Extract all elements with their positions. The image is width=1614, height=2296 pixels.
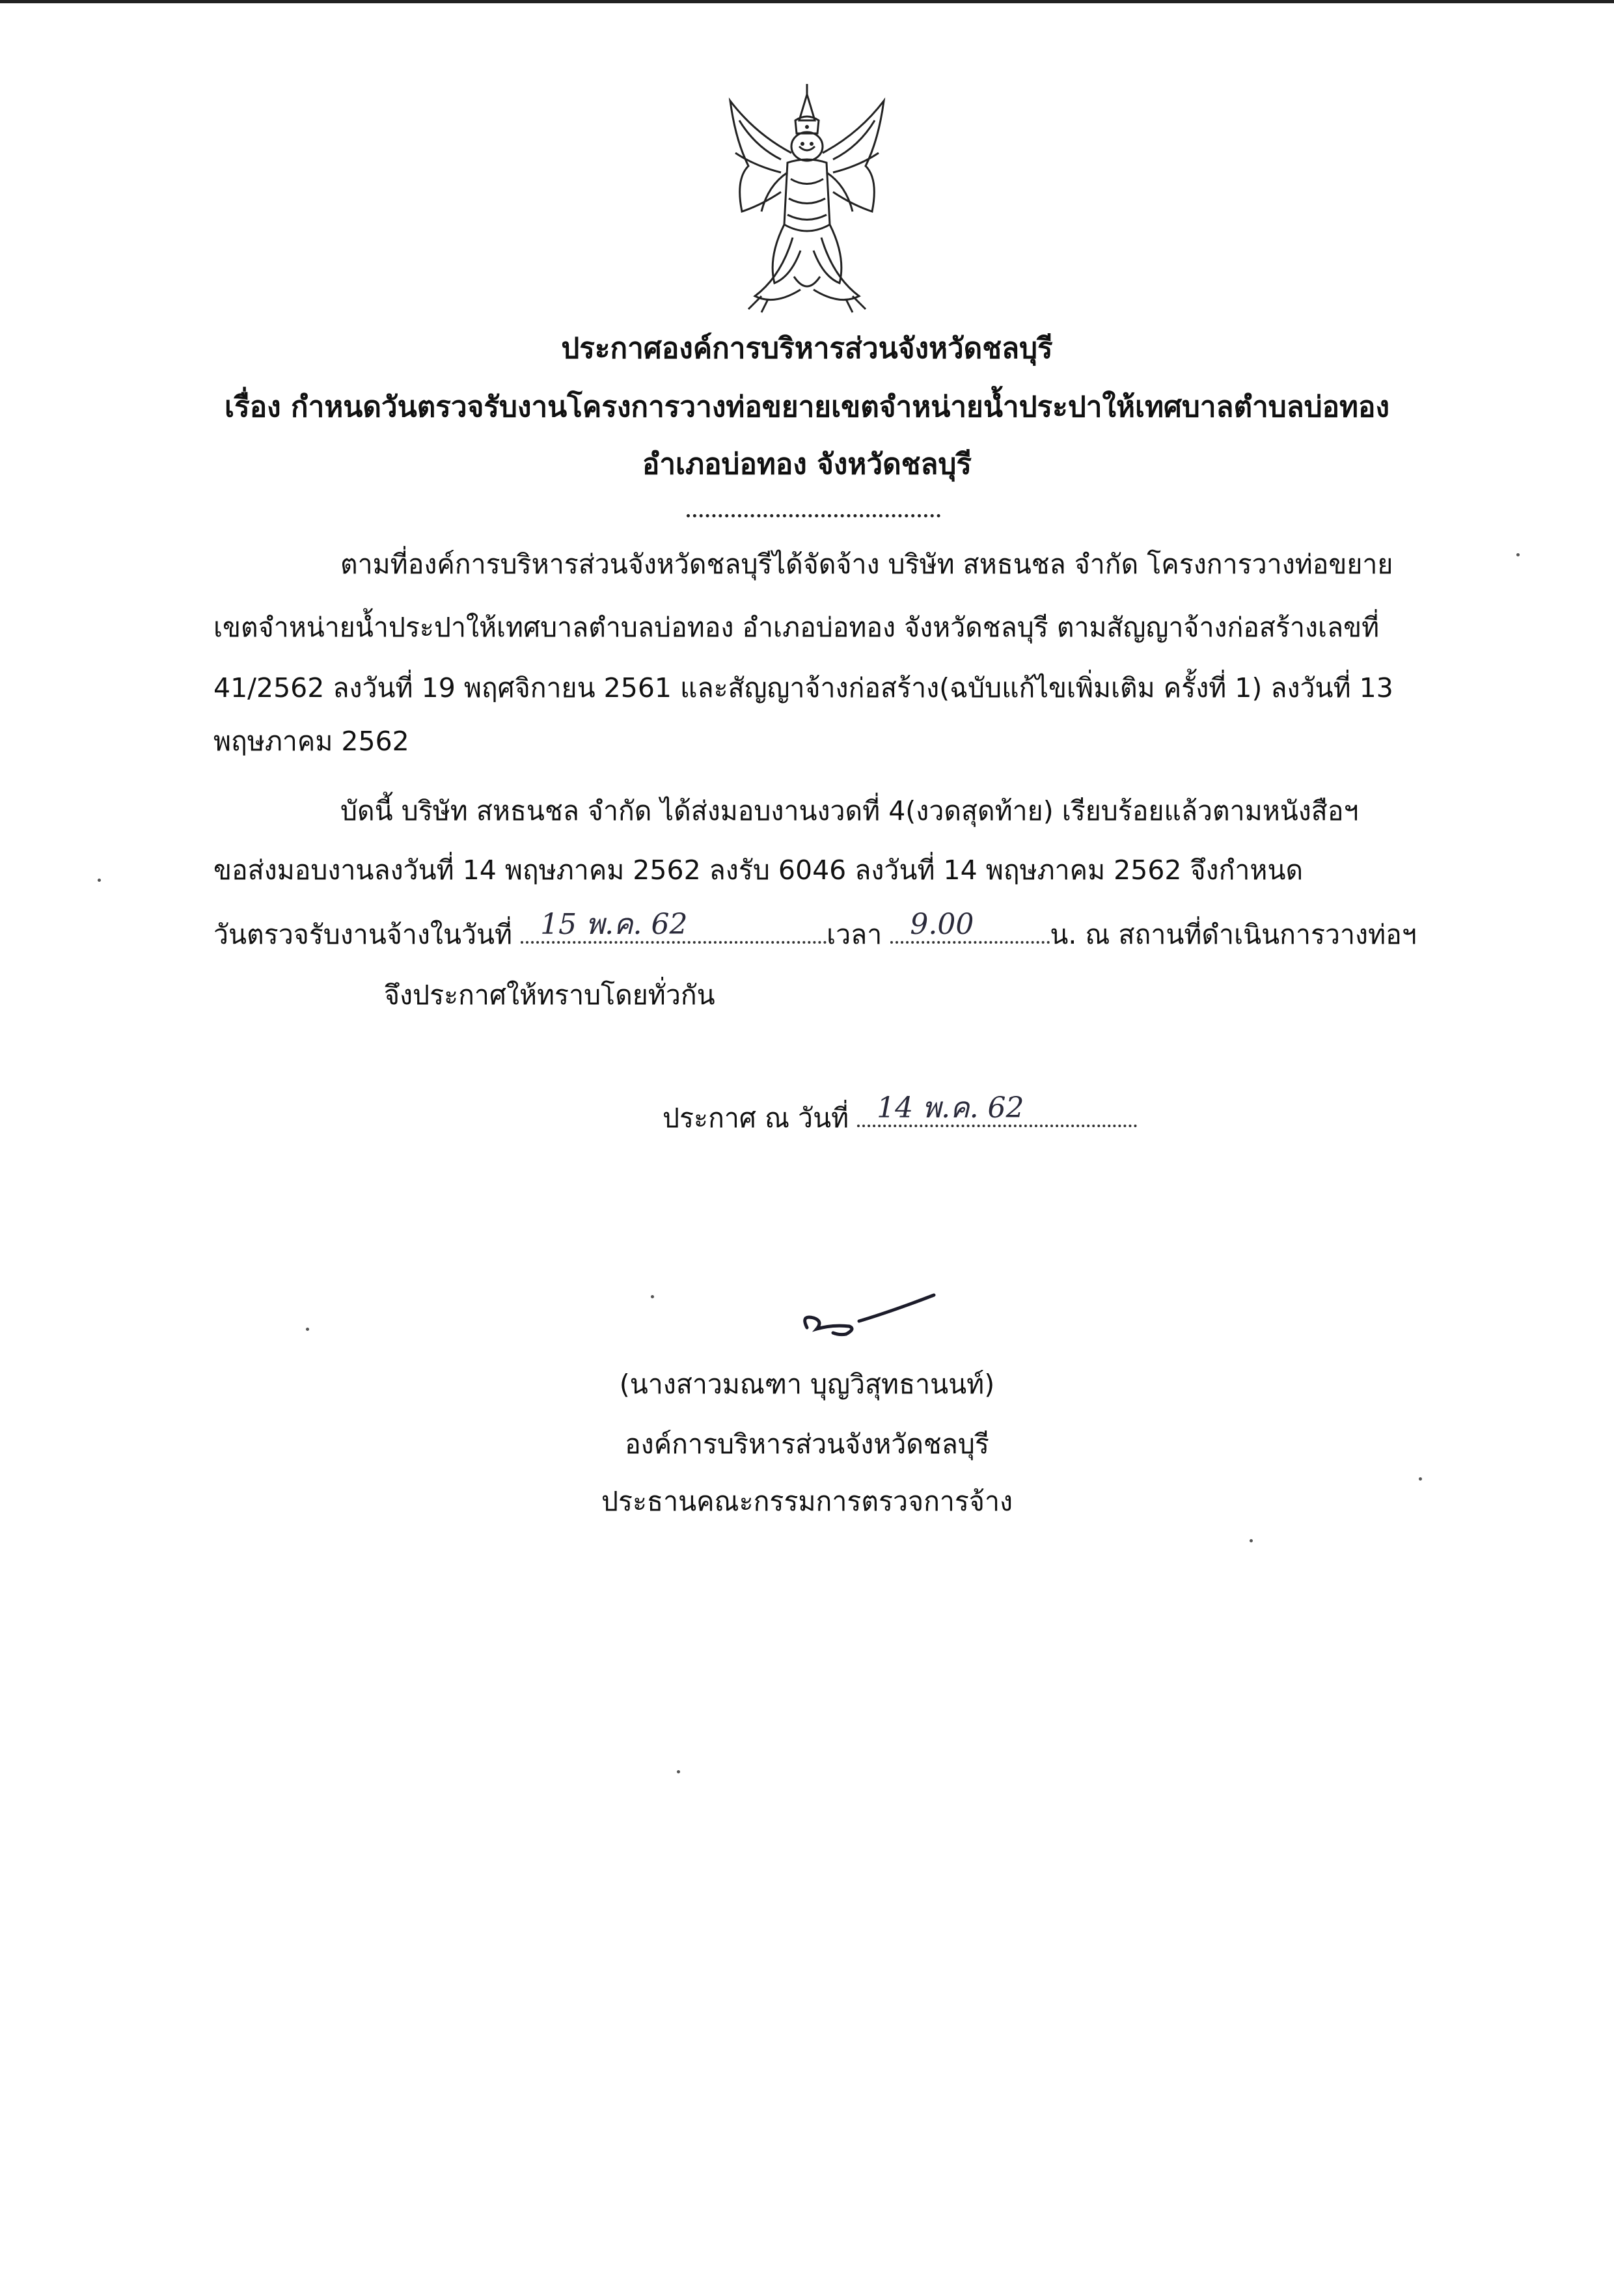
- scan-speck: [1419, 1477, 1422, 1481]
- inspection-location-text: น. ณ สถานที่ดำเนินการวางท่อฯ: [1050, 919, 1417, 950]
- inspection-date-label: วันตรวจรับงานจ้างในวันที่: [213, 919, 513, 950]
- title-divider: [687, 514, 940, 517]
- paragraph1-line3: 41/2562 ลงวันที่ 19 พฤศจิกายน 2561 และสัญญาจ้างก่อสร้าง(ฉบับแก้ไขเพิ่มเติม ครั้งที่ 1) ลงวันที่ 13: [213, 672, 1393, 704]
- inspection-time-value: 9.00: [910, 908, 974, 942]
- document-subject: เรื่อง กำหนดวันตรวจรับงานโครงการวางท่อขยายเขตจำหน่ายน้ำประปาให้เทศบาลตำบลบ่อทอง: [225, 390, 1389, 424]
- scan-speck: [98, 879, 101, 882]
- paragraph2-line1: บัดนี้ บริษัท สหธนชล จำกัด ได้ส่งมอบงานงวดที่ 4(งวดสุดท้าย) เรียบร้อยแล้วตามหนังสือฯ: [340, 795, 1359, 827]
- paragraph1-line2: เขตจำหน่ายน้ำประปาให้เทศบาลตำบลบ่อทอง อำเภอบ่อทอง จังหวัดชลบุรี ตามสัญญาจ้างก่อสร้างเลขที่: [213, 612, 1380, 643]
- signatory-name: (นางสาวมณฑา บุญวิสุทธานนท์): [619, 1369, 995, 1400]
- inspection-time-label: เวลา: [827, 919, 882, 950]
- closing-statement: จึงประกาศให้ทราบโดยทั่วกัน: [384, 979, 715, 1011]
- announcement-date-field: [857, 1093, 1137, 1127]
- announcement-date-label: ประกาศ ณ วันที่: [663, 1102, 849, 1134]
- scan-speck: [651, 1295, 654, 1298]
- handwritten-signature-icon: [787, 1289, 957, 1354]
- announcement-date-value: 14 พ.ค. 62: [877, 1091, 1024, 1125]
- paragraph2-line2: ขอส่งมอบงานลงวันที่ 14 พฤษภาคม 2562 ลงรับ 6046 ลงวันที่ 14 พฤษภาคม 2562 จึงกำหนด: [213, 854, 1304, 886]
- signatory-organization: องค์การบริหารส่วนจังหวัดชลบุรี: [625, 1428, 989, 1460]
- signatory-position: ประธานคณะกรรมการตรวจการจ้าง: [601, 1486, 1013, 1517]
- page-top-edge: [0, 0, 1614, 3]
- document-subject-location: อำเภอบ่อทอง จังหวัดชลบุรี: [642, 448, 972, 481]
- inspection-time-field: [890, 910, 1050, 944]
- document-title: ประกาศองค์การบริหารส่วนจังหวัดชลบุรี: [561, 332, 1053, 365]
- paragraph1-line4: พฤษภาคม 2562: [213, 726, 409, 757]
- announcement-date-line: [663, 1093, 1137, 1134]
- paragraph1-line1: ตามที่องค์การบริหารส่วนจังหวัดชลบุรีได้จัดจ้าง บริษัท สหธนชล จำกัด โครงการวางท่อขยาย: [340, 549, 1393, 580]
- inspection-date-field: [521, 910, 827, 944]
- scan-speck: [1516, 553, 1520, 556]
- scan-speck: [306, 1328, 309, 1331]
- inspection-date-value: 15 พ.ค. 62: [540, 908, 688, 942]
- scan-speck: [677, 1770, 680, 1773]
- garuda-emblem-icon: [716, 81, 898, 316]
- paragraph2-line3: [213, 910, 1417, 951]
- scan-speck: [1250, 1539, 1253, 1542]
